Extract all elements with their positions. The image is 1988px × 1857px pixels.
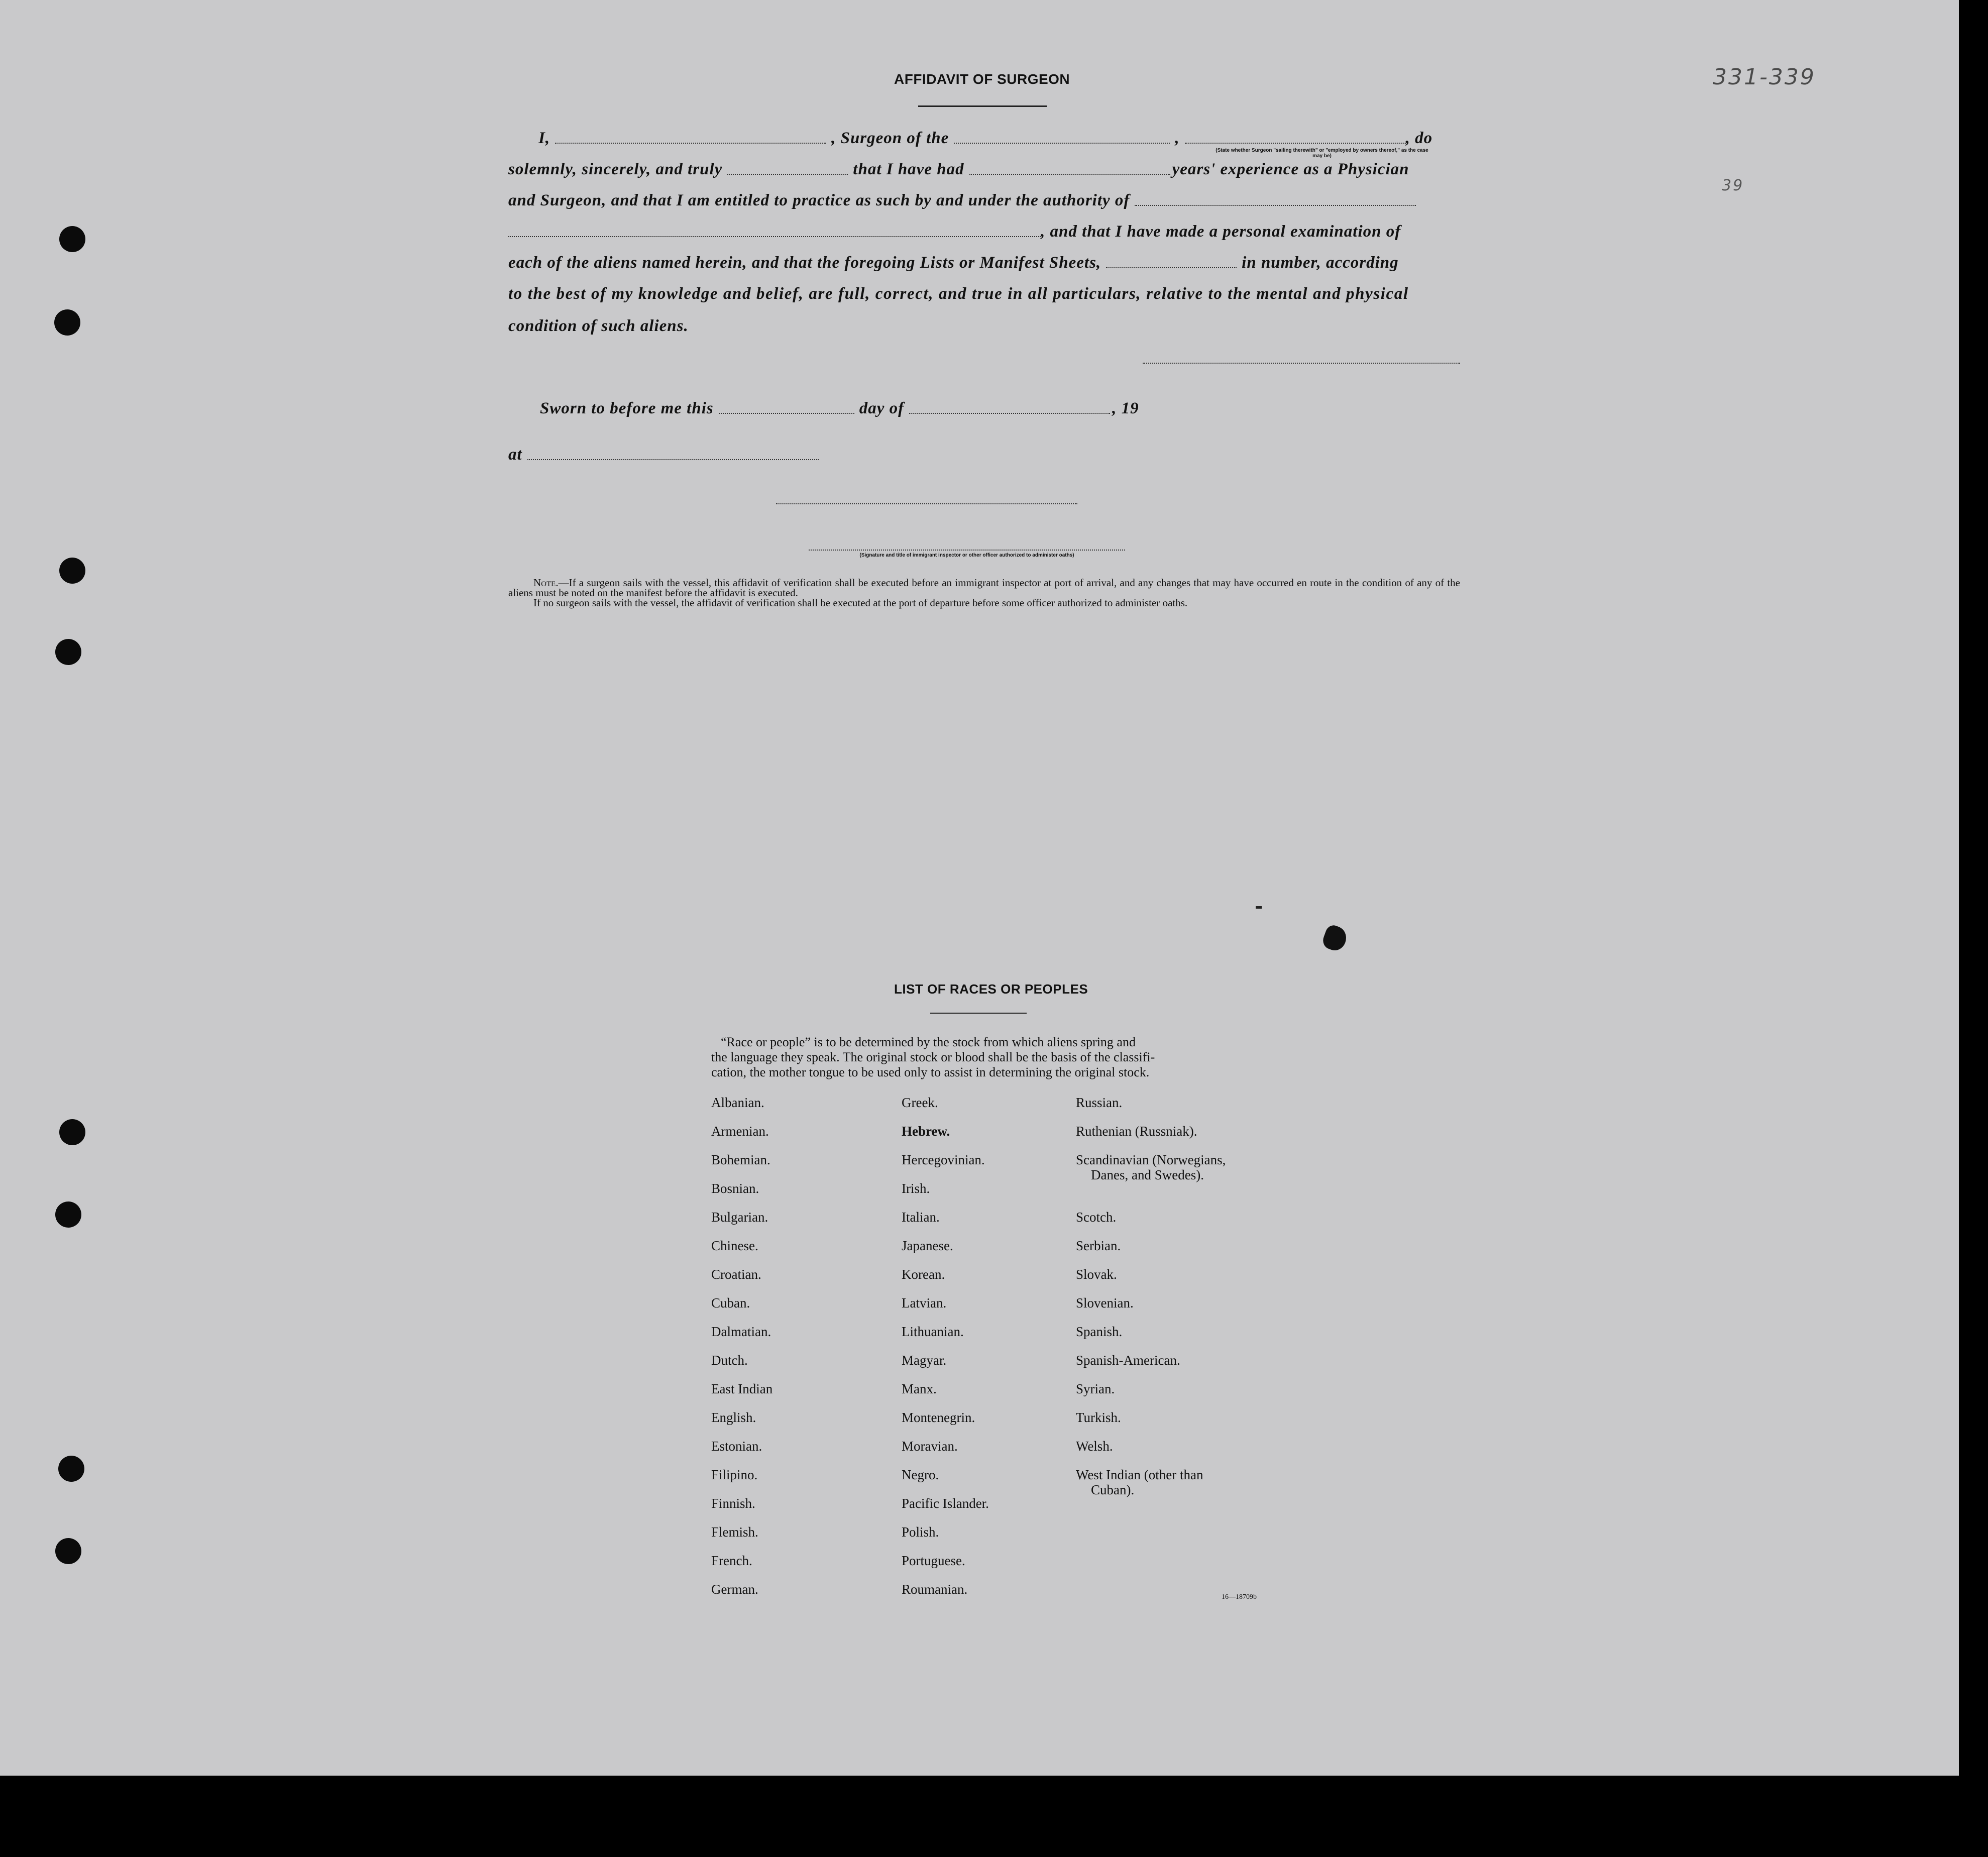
race-item: Dutch.	[711, 1353, 748, 1368]
race-item: Armenian.	[711, 1124, 769, 1139]
race-item: Dalmatian.	[711, 1324, 771, 1339]
race-item: Greek.	[902, 1095, 938, 1110]
race-item: Slovenian.	[1076, 1295, 1134, 1310]
sworn-text-c: , 19	[1112, 399, 1139, 417]
surgeon-name-blank	[555, 143, 826, 144]
place-blank	[527, 459, 819, 460]
affidavit-line-1	[508, 126, 1463, 148]
officer-signature-line	[776, 503, 1077, 504]
affidavit-line-2b: that I have had	[853, 160, 964, 178]
race-item: Finnish.	[711, 1496, 755, 1511]
race-item: Hercegovinian.	[902, 1152, 985, 1167]
race-item: Roumanian.	[902, 1582, 968, 1597]
race-item: English.	[711, 1410, 756, 1425]
affidavit-i: I,	[538, 129, 550, 147]
race-item: Flemish.	[711, 1524, 758, 1540]
speck	[1256, 906, 1262, 909]
affidavit-line-2c: years' experience as a Physician	[1172, 160, 1409, 178]
note-lead: Note.	[533, 577, 559, 589]
swear-blank	[727, 174, 848, 175]
race-item: Slovak.	[1076, 1267, 1117, 1282]
race-item: Polish.	[902, 1524, 939, 1540]
affidavit-line-3-text: and Surgeon, and that I am entitled to practice as such by and under the authority of	[508, 191, 1130, 209]
affidavit-line-7	[508, 313, 1463, 336]
affidavit-line-7-text: condition of such aliens.	[508, 317, 689, 335]
race-item: Moravian.	[902, 1439, 958, 1454]
day-number-blank	[719, 413, 854, 414]
races-intro-line-2: the language they speak. The original stock or blood shall be the basis of the classifi-	[711, 1050, 1155, 1064]
race-item: Bosnian.	[711, 1181, 759, 1196]
at-line	[508, 442, 860, 464]
binder-hole	[59, 226, 85, 252]
do-label: , do	[1405, 129, 1433, 147]
sworn-text-b: day of	[859, 399, 905, 417]
race-item: Cuban.	[711, 1295, 750, 1310]
affidavit-line-5b: in number, according	[1242, 254, 1399, 272]
race-item: Spanish-American.	[1076, 1353, 1180, 1368]
races-title: LIST OF RACES OR PEOPLES	[894, 981, 1088, 997]
race-item: Montenegrin.	[902, 1410, 975, 1425]
note-paragraph-2: If no surgeon sails with the vessel, the affidavit of verification shall be executed at the port of departure before some officer authorized to administer oaths.	[533, 597, 1188, 609]
race-item: Latvian.	[902, 1295, 947, 1310]
race-item: Serbian.	[1076, 1238, 1121, 1253]
race-item: East Indian	[711, 1381, 773, 1396]
race-item: French.	[711, 1553, 752, 1568]
affidavit-line-3	[508, 188, 1463, 210]
race-item: Filipino.	[711, 1467, 758, 1482]
binder-hole	[55, 1538, 81, 1564]
officer-title-line	[809, 550, 1125, 551]
race-item: Estonian.	[711, 1439, 762, 1454]
race-item: Negro.	[902, 1467, 939, 1482]
affidavit-line-6-text: to the best of my knowledge and belief, are full, correct, and true in all particulars, relative to the mental and physical	[508, 285, 1409, 303]
race-item: Italian.	[902, 1210, 940, 1225]
race-item: Syrian.	[1076, 1381, 1115, 1396]
form-number: 16—18709b	[1222, 1593, 1257, 1601]
race-item: Scandinavian (Norwegians,	[1076, 1152, 1226, 1167]
races-intro-line-3: cation, the mother tongue to be used only to assist in determining the original stock.	[711, 1065, 1150, 1079]
surgeon-status-blank	[1185, 143, 1406, 144]
race-item: Pacific Islander.	[902, 1496, 989, 1511]
affidavit-line-5	[508, 250, 1463, 272]
month-blank	[909, 413, 1110, 414]
years-blank	[969, 174, 1170, 175]
races-title-underline	[930, 1013, 1027, 1014]
sworn-line	[540, 396, 1243, 418]
race-item: Hebrew.	[902, 1124, 950, 1139]
surgeon-signature-line	[1143, 363, 1460, 364]
note-text-1: —If a surgeon sails with the vessel, this affidavit of verification shall be executed before an immigrant inspector at port of arrival, and any changes that may have occurred en route in the condition of any of the aliens must be noted on the manifest before the affidavit is executed.	[508, 577, 1460, 599]
state-whether-note: (State whether Surgeon "sailing therewith" or "employed by owners thereof," as the case may be)	[1216, 148, 1428, 159]
race-item: German.	[711, 1582, 758, 1597]
race-item: Russian.	[1076, 1095, 1123, 1110]
sheets-count-blank	[1106, 267, 1237, 268]
affidavit-line-5a: each of the aliens named herein, and that the foregoing Lists or Manifest Sheets,	[508, 254, 1101, 272]
binder-hole	[59, 558, 85, 584]
affidavit-title: AFFIDAVIT OF SURGEON	[894, 71, 1070, 87]
surgeon-of-the-label: , Surgeon of the	[831, 129, 949, 147]
ink-blot	[1320, 923, 1350, 953]
race-item: West Indian (other than	[1076, 1467, 1203, 1482]
sworn-text-a: Sworn to before me this	[540, 399, 714, 417]
title-underline	[918, 105, 1047, 107]
binder-hole	[59, 1119, 85, 1145]
binder-hole	[54, 309, 80, 336]
race-item: Irish.	[902, 1181, 930, 1196]
authority-continued-blank	[508, 236, 1041, 237]
affidavit-line-2	[508, 157, 1463, 179]
binder-hole	[55, 1201, 81, 1228]
race-item: Spanish.	[1076, 1324, 1123, 1339]
race-item: Magyar.	[902, 1353, 947, 1368]
race-item: Lithuanian.	[902, 1324, 964, 1339]
authority-blank	[1135, 205, 1416, 206]
binder-hole	[55, 639, 81, 665]
race-item: Portuguese.	[902, 1553, 965, 1568]
at-label: at	[508, 446, 522, 464]
race-item: Manx.	[902, 1381, 937, 1396]
race-item: Cuban).	[1091, 1482, 1135, 1497]
affidavit-line-2a: solemnly, sincerely, and truly	[508, 160, 723, 178]
binder-hole	[58, 1456, 84, 1482]
race-item: Turkish.	[1076, 1410, 1121, 1425]
note-paragraph-1	[508, 578, 1460, 598]
race-item: Chinese.	[711, 1238, 758, 1253]
handwritten-page-range: 331-339	[1713, 64, 1816, 90]
race-item: Korean.	[902, 1267, 945, 1282]
race-item: Bohemian.	[711, 1152, 770, 1167]
race-item: Bulgarian.	[711, 1210, 768, 1225]
race-item: Scotch.	[1076, 1210, 1117, 1225]
race-item: Welsh.	[1076, 1439, 1113, 1454]
race-item: Croatian.	[711, 1267, 761, 1282]
race-item: Japanese.	[902, 1238, 953, 1253]
race-item: Albanian.	[711, 1095, 764, 1110]
signature-caption: (Signature and title of immigrant inspector or other officer authorized to administer oaths)	[859, 553, 1074, 558]
races-intro-line-1: “Race or people” is to be determined by the stock from which aliens spring and	[721, 1035, 1136, 1049]
race-item: Ruthenian (Russniak).	[1076, 1124, 1197, 1139]
comma: ,	[1175, 129, 1180, 147]
affidavit-line-6	[508, 281, 1463, 303]
page-mark: 39	[1722, 177, 1744, 194]
affidavit-line-4-text: , and that I have made a personal examination of	[1041, 223, 1401, 241]
race-item: Danes, and Swedes).	[1091, 1167, 1204, 1182]
vessel-name-blank	[954, 143, 1170, 144]
affidavit-line-4	[508, 219, 1463, 241]
